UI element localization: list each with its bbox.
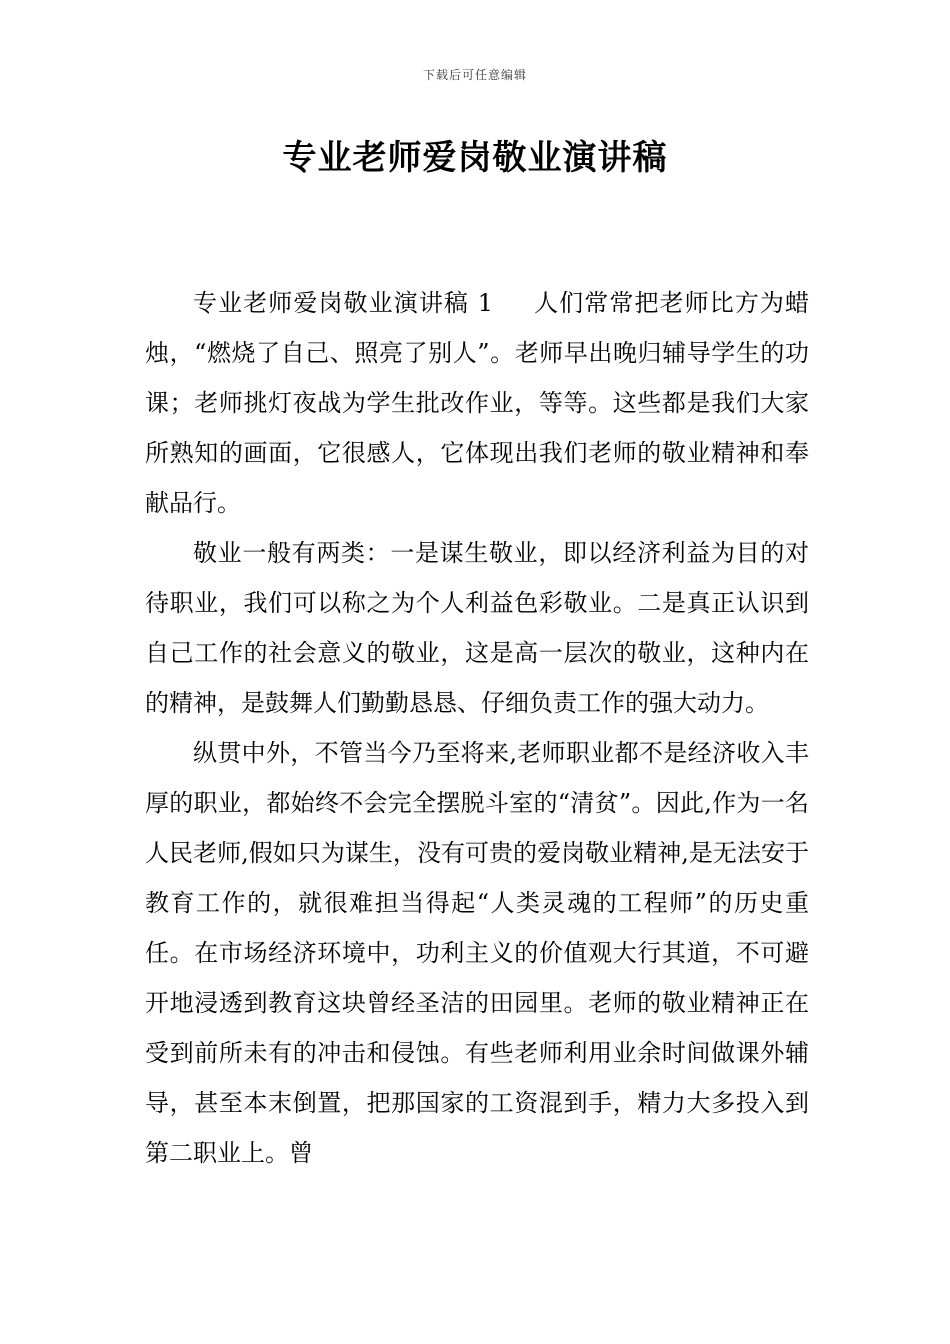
document-body xyxy=(145,278,809,1178)
paragraph-3: 纵贯中外，不管当今乃至将来,老师职业都不是经济收入丰厚的职业，都始终不会完全摆脱斗室的“清贫”。因此,作为一名人民老师,假如只为谋生，没有可贵的爱岗敬业精神,是无法安于教育工作的，就很难担当得起“人类灵魂的工程师”的历史重任。在市场经济环境中，功利主义的价值观大行其道，不可避开地浸透到教育这块曾经圣洁的田园里。老师的敬业精神正在受到前所未有的冲击和侵蚀。有些老师利用业余时间做课外辅导，甚至本末倒置，把那国家的工资混到手，精力大多投入到第二职业上。曾 xyxy=(145,739,809,1167)
document-title: 专业老师爱岗敬业演讲稿 xyxy=(282,138,668,178)
paragraph-1 xyxy=(145,278,809,528)
header-note: 下载后可任意编辑 xyxy=(422,68,527,82)
paragraph-2: 敬业一般有两类：一是谋生敬业，即以经济利益为目的对待职业，我们可以称之为个人利益色彩敬业。二是真正认识到自己工作的社会意义的敬业，这是高一层次的敬业，这种内在的精神，是鼓舞人们勤勤恳恳、仔细负责工作的强大动力。 xyxy=(145,539,809,717)
section-label: 专业老师爱岗敬业演讲稿 1 xyxy=(193,289,493,317)
paragraph-1-text: 人们常常把老师比方为蜡烛，“燃烧了自己、照亮了别人”。老师早出晚归辅导学生的功课；老师挑灯夜战为学生批改作业，等等。这些都是我们大家所熟知的画面，它很感人，它体现出我们老师的敬业精神和奉献品行。 xyxy=(145,289,810,517)
